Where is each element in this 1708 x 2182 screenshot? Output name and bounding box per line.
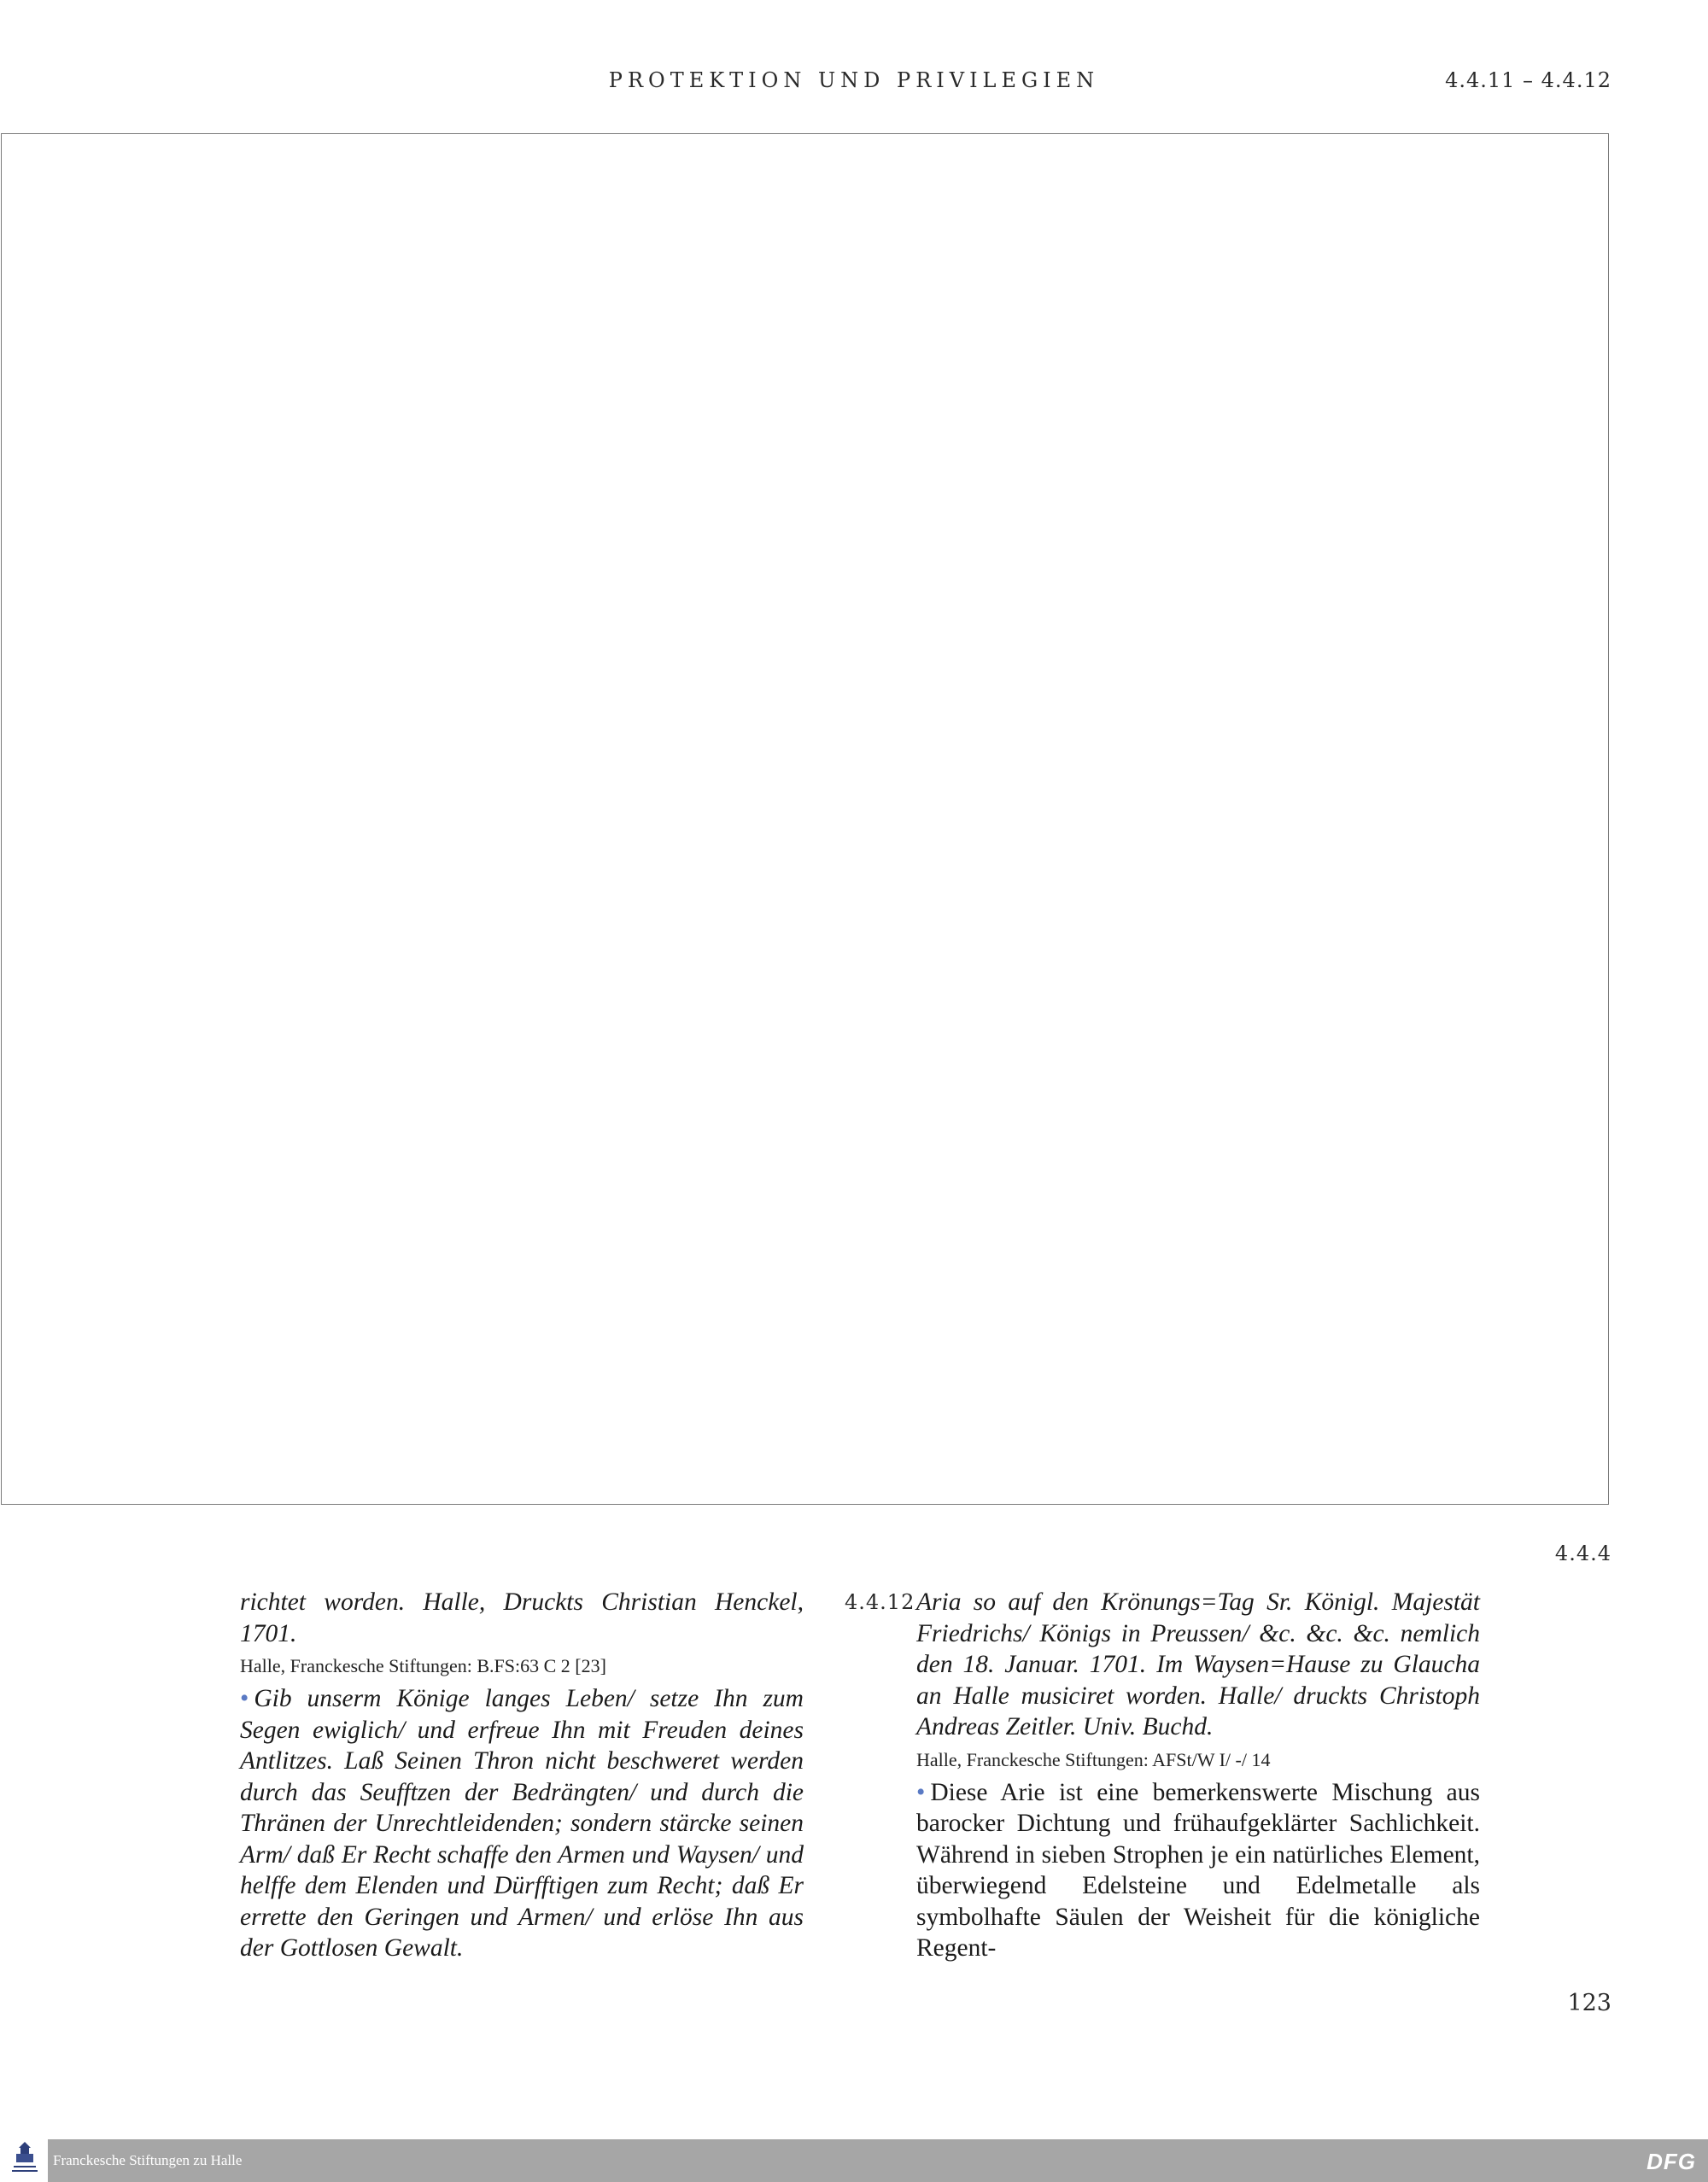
entry-range: 4.4.11 – 4.4.12	[1445, 68, 1611, 92]
footer-bar	[48, 2139, 1708, 2182]
left-column	[240, 1587, 804, 1964]
footer-institution: Franckesche Stiftungen zu Halle	[53, 2152, 243, 2168]
figure-image-frame	[1, 133, 1609, 1505]
figure-label: 4.4.4	[1554, 1541, 1611, 1565]
entry-title-end: richtet worden. Halle, Druckts Christian Henckel, 1701.	[240, 1588, 804, 1647]
running-title: PROTEKTION UND PRIVILEGIEN	[608, 68, 1100, 92]
quote-paragraph	[240, 1683, 804, 1964]
source-citation: Halle, Franckesche Stiftungen: AFSt/W I/ -/ 14	[916, 1748, 1271, 1770]
source-citation: Halle, Franckesche Stiftungen: B.FS:63 C 2 [23]	[240, 1655, 606, 1676]
quote-text: Gib unserm Könige langes Leben/ setze Ihn zum Segen ewiglich/ und erfreue Ihn mit Freuden deines Antlitzes. Laß Seinen Thron nicht beschweret werden durch das Seufftzen der Bedrängten/ und durch die Thränen der Unrechtleidenden; sondern stärcke seinen Arm/ daß Er Recht schaffe den Armen und Waysen/ und helffe dem Elenden und Dürfftigen zum Recht; daß Er errette den Geringen und Armen/ und erlöse Ihn aus der Gottlosen Gewalt.	[240, 1685, 804, 1962]
franckesche-stiftungen-logo-icon	[9, 2140, 41, 2179]
page-number: 123	[1567, 1990, 1611, 2016]
commentary-paragraph	[916, 1777, 1480, 1964]
dfg-logo: DFG	[1647, 2149, 1696, 2174]
bullet-icon: •	[240, 1685, 249, 1712]
bullet-icon: •	[916, 1778, 926, 1806]
commentary-text: Diese Arie ist eine bemerkenswerte Mischung aus barocker Dichtung und frühaufgeklärter Sachlichkeit. Während in sieben Strophen je ein natürliches Element, überwiegend Edelsteine und Edelmetalle als symbolhafte Säulen der Weisheit für die königliche Regent-	[916, 1778, 1480, 1962]
right-column	[916, 1587, 1480, 1964]
entry-title: Aria so auf den Krönungs=Tag Sr. Königl. Majestät Friedrichs/ Königs in Preussen/ &c. &c. &c. nemlich den 18. Januar. 1701. Im Waysen=Hause zu Glaucha an Halle musiciret worden. Halle/ druckts Christoph Andreas Zeitler. Univ. Buchd.	[916, 1588, 1480, 1740]
entry-number: 4.4.12	[845, 1590, 915, 1614]
